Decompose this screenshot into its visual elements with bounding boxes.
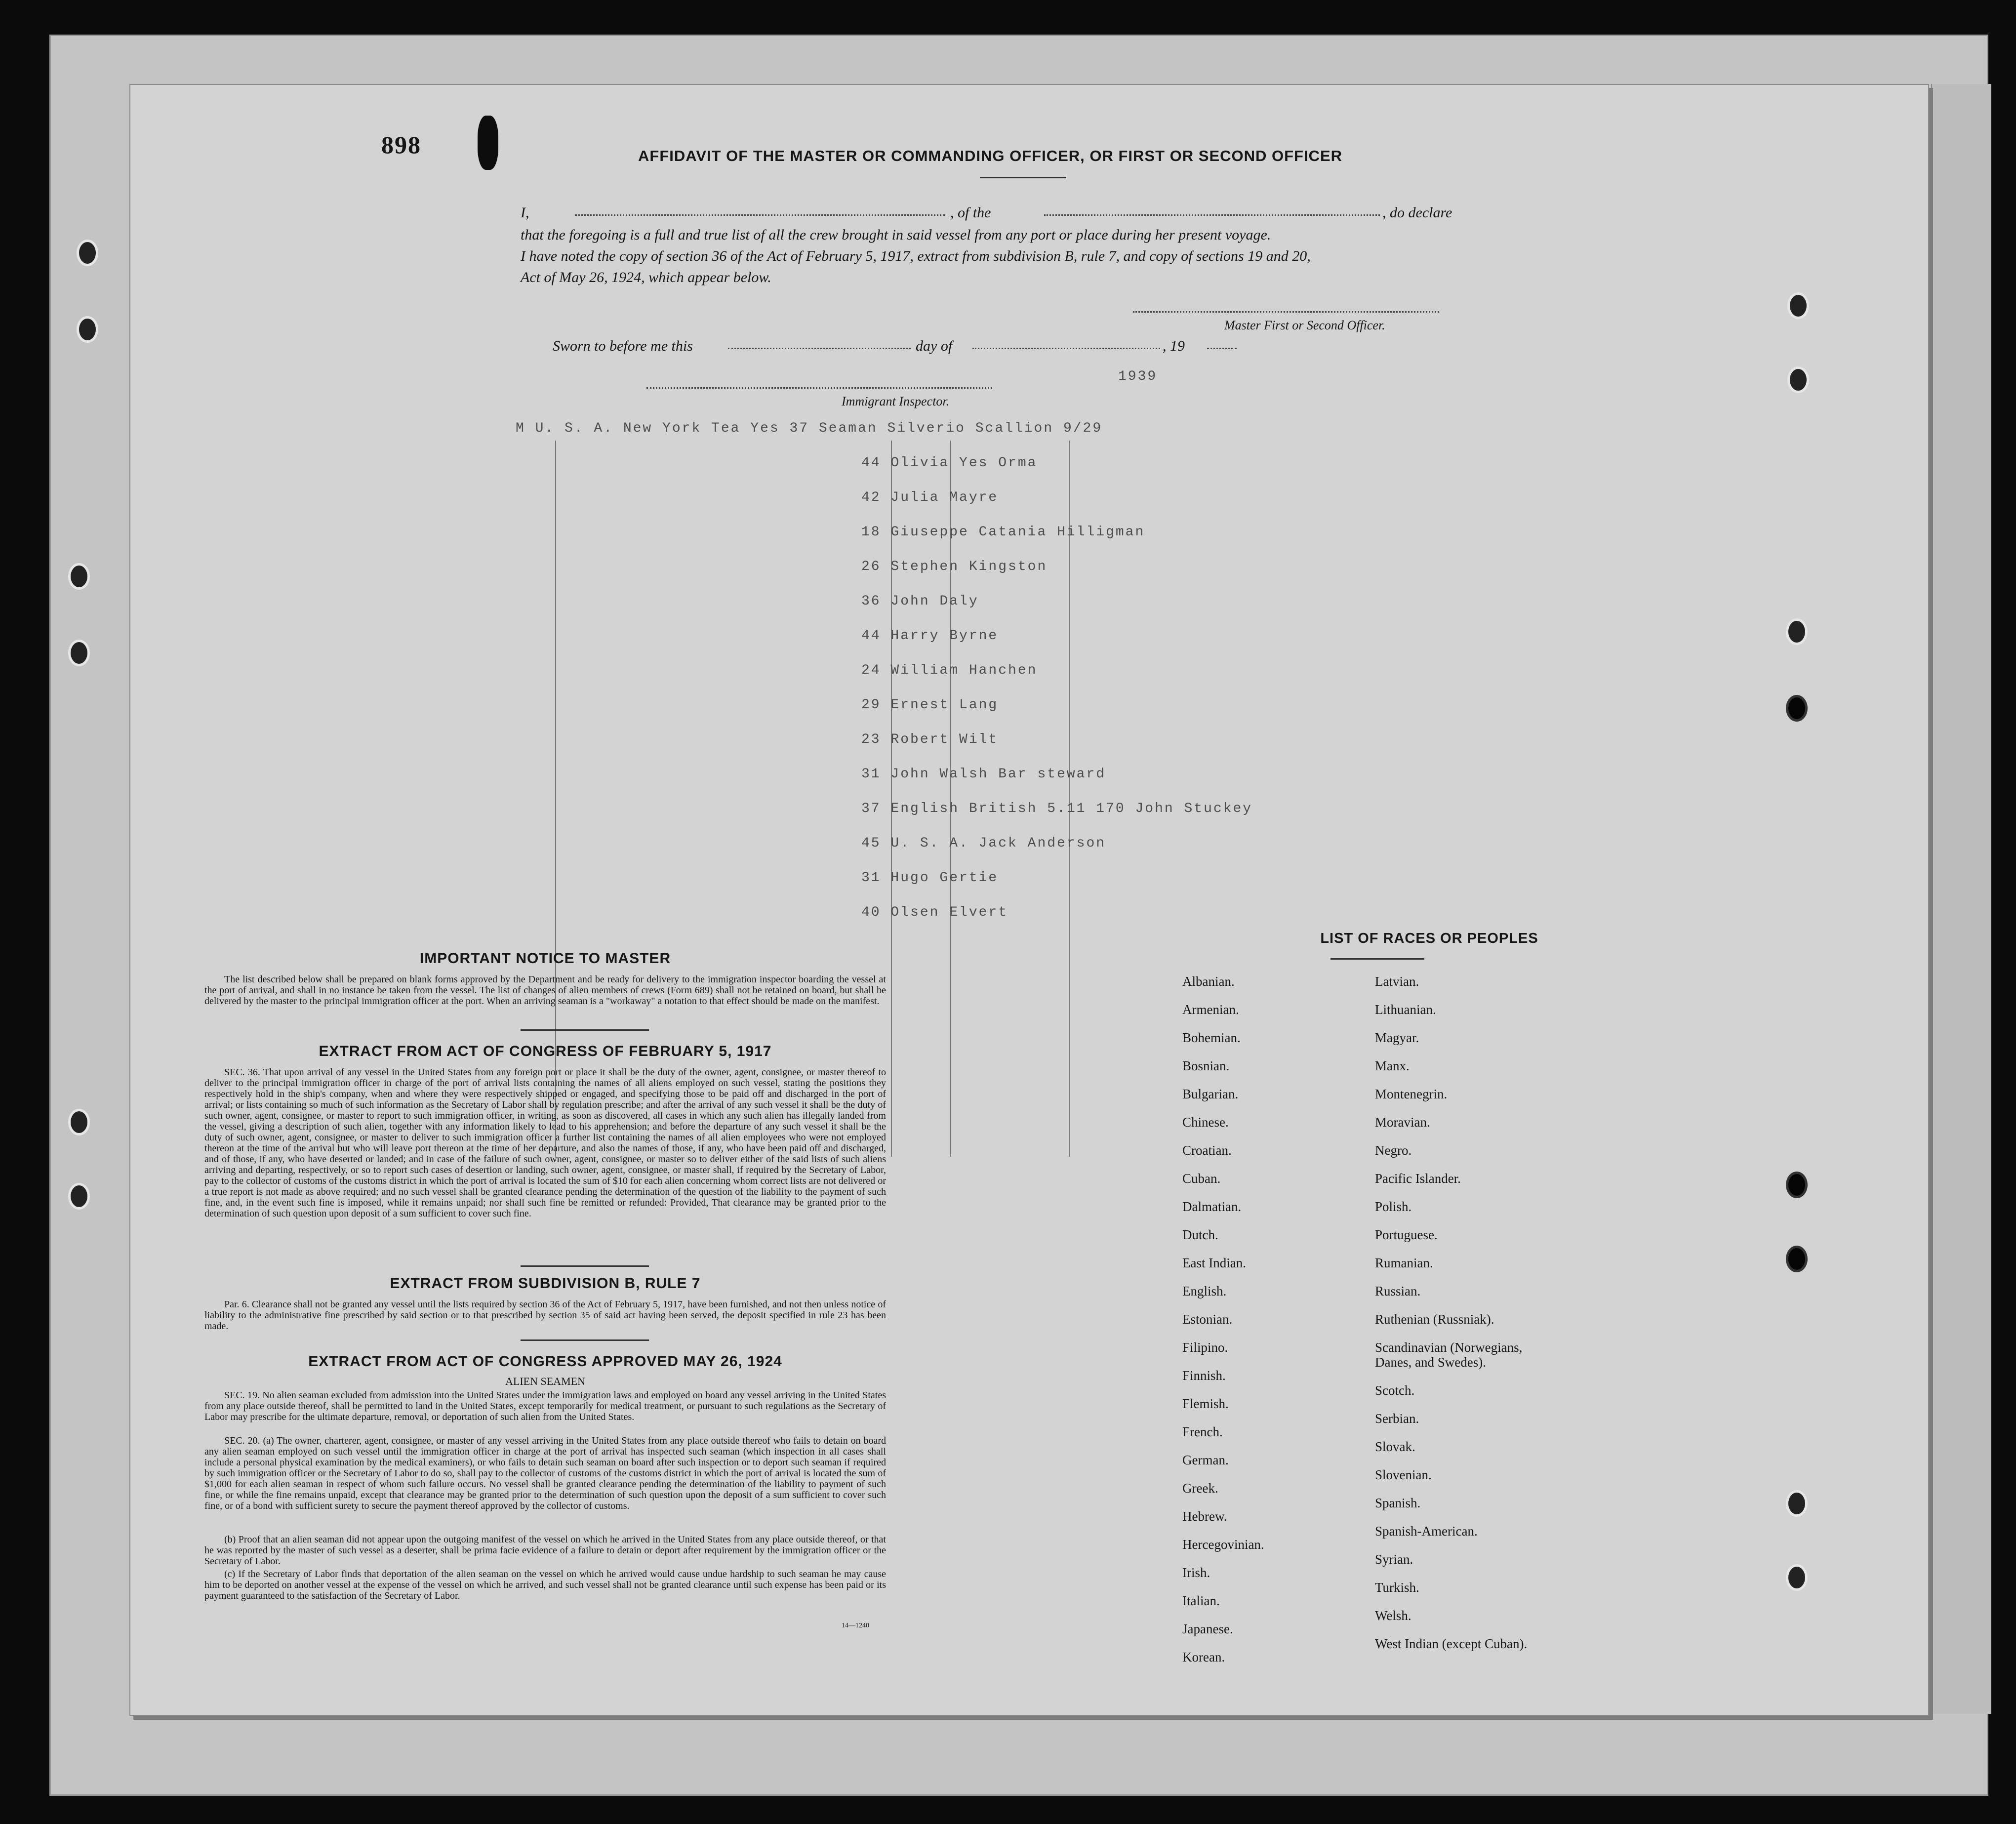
vessel-blank: [1044, 214, 1380, 216]
race-item: Moravian.: [1375, 1115, 1430, 1130]
race-item: Estonian.: [1182, 1312, 1233, 1327]
bleed-row: 42 Julia Mayre: [861, 490, 999, 505]
inspector-label: Immigrant Inspector.: [842, 394, 950, 408]
extract-1924-title: EXTRACT FROM ACT OF CONGRESS APPROVED MAY 26, 1924: [308, 1353, 782, 1370]
affidavit-line2: that the foregoing is a full and true list of all the crew brought in said vessel from any port or place during her present voyage.: [521, 227, 1271, 243]
signature-blank: [1133, 311, 1439, 313]
form-number: 14—1240: [842, 1622, 869, 1629]
race-item: Rumanian.: [1375, 1256, 1433, 1270]
inspector-blank: [646, 387, 992, 389]
affidavit-line1-mid: , of the: [950, 204, 991, 221]
affidavit-page: [129, 84, 1929, 1716]
race-item: Spanish.: [1375, 1496, 1421, 1510]
ink-blot: [478, 116, 498, 170]
bleed-row: 18 Giuseppe Catania Hilligman: [861, 525, 1145, 540]
affidavit-line1-end: , do declare: [1382, 204, 1452, 221]
race-item: West Indian (except Cuban).: [1375, 1636, 1528, 1651]
race-item: English.: [1182, 1284, 1227, 1298]
affidavit-title: AFFIDAVIT OF THE MASTER OR COMMANDING OFFICER, OR FIRST OR SECOND OFFICER: [638, 147, 1343, 164]
sec20c-body: (c) If the Secretary of Labor finds that deportation of the alien seaman on the vessel on which he arrived would cause undue hardship to such seaman he may cause him to be deported on another vessel at the expense of the vessel on which he arrived, and such vessel shall not be granted clearance until such expense has been paid or its payment guaranteed to the satisfaction of the Secretary of Labor.: [204, 1569, 886, 1601]
punch-hole: [1786, 1490, 1808, 1517]
stamp-number: 898: [381, 131, 421, 159]
bleed-row: 44 Olivia Yes Orma: [861, 455, 1038, 471]
ruling-line: [1069, 441, 1070, 1157]
race-item: Flemish.: [1182, 1396, 1229, 1411]
race-item: Japanese.: [1182, 1621, 1233, 1636]
race-item: Bohemian.: [1182, 1030, 1241, 1045]
divider: [521, 1339, 649, 1341]
race-item: Negro.: [1375, 1143, 1412, 1158]
punch-hole: [68, 1109, 90, 1135]
race-item: German.: [1182, 1453, 1229, 1467]
race-item: Russian.: [1375, 1284, 1421, 1298]
bleed-row: 44 Harry Byrne: [861, 628, 999, 644]
race-item: Bosnian.: [1182, 1058, 1230, 1073]
sec19-body: SEC. 19. No alien seaman excluded from admission into the United States under the immigration laws and employed on board any vessel arriving in the United States from any place outside thereof, shall be permitted to land in the United States, except temporarily for medical treatment, or pursuant to such regulations as the Secretary of Labor may prescribe for the ultimate departure, removal, or deportation of such alien from the United States.: [204, 1390, 886, 1422]
race-item: Latvian.: [1375, 974, 1419, 989]
extract-1924-subtitle: ALIEN SEAMEN: [505, 1375, 585, 1387]
race-item: Welsh.: [1375, 1608, 1411, 1623]
extract-rule7-body: Par. 6. Clearance shall not be granted any vessel until the lists required by section 36 of the Act of February 5, 1917, have been furnished, and not then unless notice of liability to the administrative fine prescribed by said section or to that prescribed by section 35 of said act having been served, the deposit specified in rule 23 has been made.: [204, 1299, 886, 1332]
punch-hole: [1786, 618, 1808, 645]
race-item: Pacific Islander.: [1375, 1171, 1461, 1186]
sworn-month-blank: [972, 348, 1160, 349]
race-item: Lithuanian.: [1375, 1002, 1436, 1017]
race-item: Albanian.: [1182, 974, 1235, 989]
race-item: Croatian.: [1182, 1143, 1232, 1158]
punch-hole: [1786, 695, 1808, 722]
bleed-row: 31 John Walsh Bar steward: [861, 767, 1106, 782]
bleed-row: 29 Ernest Lang: [861, 697, 999, 713]
bleed-row: 37 English British 5.11 170 John Stuckey: [861, 801, 1253, 816]
name-blank: [575, 214, 945, 216]
race-item: East Indian.: [1182, 1256, 1246, 1270]
race-item: Turkish.: [1375, 1580, 1419, 1595]
race-item: Syrian.: [1375, 1552, 1413, 1567]
race-item: Korean.: [1182, 1650, 1225, 1664]
sworn-year-blank: [1207, 348, 1237, 349]
sheet-edge: [1931, 84, 1991, 1714]
race-item: Portuguese.: [1375, 1227, 1438, 1242]
race-item: Armenian.: [1182, 1002, 1239, 1017]
signature-label: Master First or Second Officer.: [1224, 318, 1385, 332]
punch-hole: [68, 563, 90, 590]
race-item: Cuban.: [1182, 1171, 1221, 1186]
sworn-day: day of: [916, 338, 953, 354]
bleed-row: 36 John Daly: [861, 594, 979, 609]
race-item: Chinese.: [1182, 1115, 1229, 1130]
punch-hole: [1786, 1172, 1808, 1198]
bleed-row: 40 Olsen Elvert: [861, 905, 1008, 920]
bleed-year: 1939: [1118, 369, 1158, 384]
bleed-row: 24 William Hanchen: [861, 663, 1038, 678]
race-item: Scotch.: [1375, 1383, 1415, 1398]
punch-hole: [77, 316, 98, 343]
extract-rule7-title: EXTRACT FROM SUBDIVISION B, RULE 7: [390, 1275, 701, 1292]
race-item: Polish.: [1375, 1199, 1412, 1214]
race-item: Hebrew.: [1182, 1509, 1227, 1524]
sworn-start: Sworn to before me this: [553, 338, 693, 354]
race-item: Serbian.: [1375, 1411, 1419, 1426]
notice-body: The list described below shall be prepared on blank forms approved by the Department and be ready for delivery to the immigration inspector boarding the vessel at the port of arrival, and shall in no instance be taken from the vessel. The list of changes of alien members of crews (Form 689) shall not be retained on board, but shall be delivered by the master to the principal immigration officer at the port. When an arriving seaman is a "workaway" a notation to that effect should be made on the manifest.: [204, 974, 886, 1007]
race-item: Irish.: [1182, 1565, 1210, 1580]
bleed-row: 26 Stephen Kingston: [861, 559, 1048, 574]
bleed-row: 31 Hugo Gertie: [861, 870, 999, 886]
notice-title: IMPORTANT NOTICE TO MASTER: [419, 950, 671, 967]
race-item: Slovenian.: [1375, 1467, 1432, 1482]
divider: [521, 1265, 649, 1267]
race-item: Dalmatian.: [1182, 1199, 1242, 1214]
divider: [521, 1029, 649, 1031]
punch-hole: [77, 240, 98, 266]
race-item: Filipino.: [1182, 1340, 1228, 1355]
race-item: Dutch.: [1182, 1227, 1218, 1242]
punch-hole: [68, 1183, 90, 1210]
bleed-row: 45 U. S. A. Jack Anderson: [861, 836, 1106, 851]
race-item: Magyar.: [1375, 1030, 1419, 1045]
race-item: Montenegrin.: [1375, 1087, 1448, 1101]
extract-1917-body: SEC. 36. That upon arrival of any vessel in the United States from any foreign port or place it shall be the duty of the owner, agent, consignee, or master thereof to deliver to the principal immigration officer in charge of the port of arrival lists containing the names of all aliens employed on such vessel, stating the positions they respectively hold in the ship's company, when and where they were respectively shipped or engaged, and specifying those to be paid off and discharged in the port of arrival; or lists containing so much of such information as the Secretary of Labor shall by regulation prescribe; and after the arrival of any such vessel it shall be the duty of such owner, agent, consignee, or master to report to such immigration officer, in writing, as soon as discovered, all cases in which any such alien has illegally landed from the vessel, giving a description of such alien, together with any information likely to lead to his apprehension; and before the departure of any such vessel it shall be the duty of such owner, agent, consignee, or master to deliver to such immigration officer a further list containing the names of all alien employees who were not employed thereon at the time of the arrival but who will leave port thereon at the time of her departure, and also the names of those, if any, who have been paid off and discharged, and of those, if any, who have deserted or landed; and in case of the failure of such owner, agent, consignee, or master so to deliver either of the said lists of such aliens arriving and departing, respectively, or so to report such cases of desertion or landing, such owner, agent, consignee, or master shall, if required by the Secretary of Labor, pay to the collector of customs of the customs district in which the port of arrival is located the sum of $10 for each alien concerning whom correct lists are not delivered or a true report is not made as above required; and no such vessel shall be granted clearance pending the determination of the question of the liability to the payment of such fine, and, in the event such fine is imposed, while it remains unpaid; nor shall such fine be remitted or refunded: Provided, That clearance may be granted prior to the determination of such question upon deposit of a sum sufficient to cover such fine.: [204, 1067, 886, 1219]
punch-hole: [1787, 292, 1809, 319]
extract-1917-title: EXTRACT FROM ACT OF CONGRESS OF FEBRUARY 5, 1917: [319, 1043, 772, 1059]
race-item: Hercegovinian.: [1182, 1537, 1264, 1552]
race-item: Scandinavian (Norwegians,: [1375, 1340, 1523, 1355]
punch-hole: [68, 640, 90, 666]
race-item: Bulgarian.: [1182, 1087, 1239, 1101]
race-item: Greek.: [1182, 1481, 1218, 1496]
sworn-day-blank: [728, 348, 911, 349]
bleed-row: M U. S. A. New York Tea Yes 37 Seaman Silverio Scallion 9/29: [516, 421, 1103, 436]
race-item: Slovak.: [1375, 1439, 1415, 1454]
bleed-row: 23 Robert Wilt: [861, 732, 999, 747]
race-item: Manx.: [1375, 1058, 1410, 1073]
sec20b-body: (b) Proof that an alien seaman did not appear upon the outgoing manifest of the vessel on which he arrived in the United States from any place outside thereof, or that he was reported by the master of such vessel as a deserter, shall be prima facie evidence of a failure to detain or deport after requirement by the immigration officer or the Secretary of Labor.: [204, 1534, 886, 1567]
divider: [980, 177, 1066, 178]
race-item: French.: [1182, 1424, 1223, 1439]
races-title: LIST OF RACES OR PEOPLES: [1320, 931, 1538, 946]
affidavit-line3: I have noted the copy of section 36 of the Act of February 5, 1917, extract from subdivision B, rule 7, and copy of sections 19 and 20,: [521, 248, 1311, 264]
affidavit-line1-start: I,: [521, 204, 529, 221]
race-item: Ruthenian (Russniak).: [1375, 1312, 1494, 1327]
sec20a-body: SEC. 20. (a) The owner, charterer, agent, consignee, or master of any vessel arriving in the United States from any place outside thereof who fails to detain on board any alien seaman employed on such vessel until the immigration officer in charge at the port of arrival has inspected such seaman (which inspection in all cases shall include a personal physical examination by the medical examiners), or who fails to detain such seaman on board after such inspection or to deport such seaman if required by such immigration officer or the Secretary of Labor to do so, shall pay to the collector of customs of the customs district in which the port of arrival is located the sum of $1,000 for each alien seaman in respect of whom such failure occurs. No vessel shall be granted clearance pending the determination of the liability to payment of such fine, or while the fine remains unpaid, except that clearance may be granted prior to the determination of such question upon the deposit of a sum sufficient to cover such fine, or of a bond with sufficient surety to secure the payment thereof approved by the collector of customs.: [204, 1435, 886, 1511]
race-item: Italian.: [1182, 1593, 1220, 1608]
ruling-line: [950, 441, 951, 1157]
punch-hole: [1787, 366, 1809, 393]
punch-hole: [1786, 1246, 1808, 1272]
race-item: Spanish-American.: [1375, 1524, 1478, 1539]
race-item: Finnish.: [1182, 1368, 1226, 1383]
affidavit-line4: Act of May 26, 1924, which appear below.: [521, 269, 771, 285]
punch-hole: [1786, 1564, 1808, 1591]
sworn-year: , 19: [1163, 338, 1185, 354]
divider: [1331, 958, 1424, 960]
race-item: Danes, and Swedes).: [1375, 1355, 1486, 1370]
